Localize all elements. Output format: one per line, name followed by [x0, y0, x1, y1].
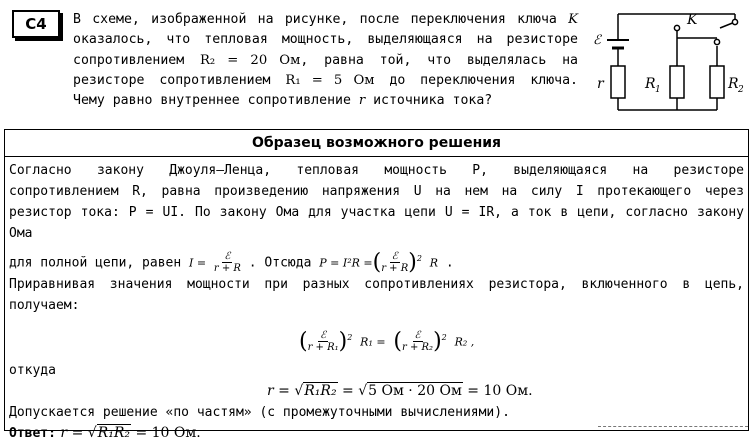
solution-line-5: Приравнивая значения мощности при разных сопротивлениях резистора, включенного в цепь, — [9, 277, 744, 292]
r-label: r — [597, 76, 604, 92]
formula-current: I = — [189, 256, 207, 270]
r1-sub: 1 — [655, 85, 661, 95]
resistor-r — [611, 66, 625, 98]
task-statement — [73, 10, 578, 111]
task-line-4: резисторе сопротивлением R₁ = 5 Ом до переключения ключа. — [73, 72, 578, 88]
switch-contact-left — [674, 25, 679, 30]
r2-sub: 2 — [738, 85, 744, 95]
circuit-diagram — [585, 6, 745, 126]
formula-power: P = I²R = — [319, 256, 373, 270]
equality-formula: ( ℰ r + R₁ )$^2$ R₁ = ( ℰ r + R₂ )$^2$ R₂ , — [299, 328, 475, 354]
solution-line-3: резистор тока: P = UI. По закону Ома для участка цепи U = IR, а ток в цепи, согласно закону Ома — [9, 205, 744, 241]
task-line-1: В схеме, изображенной на рисунке, после переключения ключа K — [73, 12, 578, 27]
task-line-3: сопротивлением R₂ = 20 Ом, равна той, что выделялась на — [73, 52, 578, 68]
task-line-5: Чему равно внутреннее сопротивление r источника тока? — [73, 93, 493, 109]
resistor-r2 — [710, 66, 724, 98]
solution-line-1: Согласно закону Джоуля–Ленца, тепловая мощность P, выделяющаяся на резисторе — [9, 163, 744, 178]
k-label: K — [687, 12, 698, 28]
solution-line-2: сопротивлением R, равна произведению напряжения U на нем на силу I протекающего через — [9, 184, 744, 199]
solution-line-otkuda: откуда — [9, 363, 56, 378]
solution-title: Образец возможного решения — [5, 130, 748, 157]
task-line-2: оказалось, что тепловая мощность, выделяющаяся на резисторе — [73, 32, 578, 48]
partial-credit-note: Допускается решение «по частям» (с промежуточными вычислениями). — [9, 405, 510, 420]
solution-body — [9, 160, 744, 444]
solution-line-4: для полной цепи, равен I = ℰ r + R . Отсюда P = I²R =( ℰ r + R )$^2$ R . — [9, 249, 454, 275]
switch-pivot — [732, 19, 737, 24]
r1-label: R — [645, 76, 656, 92]
resistor-r1 — [670, 66, 684, 98]
task-number-badge: С4 — [12, 10, 60, 38]
solution-box — [4, 129, 749, 441]
emf-label: ℰ — [593, 33, 601, 48]
r2-label: R — [728, 76, 739, 92]
page-edge-mark — [598, 426, 748, 427]
solution-line-6: получаем: — [9, 298, 80, 313]
switch-contact-right — [714, 39, 719, 44]
result-formula: r = √R₁R₂ = √5 Ом · 20 Ом = 10 Ом. — [267, 383, 533, 399]
answer-line: Ответ: r = √R₁R₂ = 10 Ом. — [9, 425, 201, 441]
